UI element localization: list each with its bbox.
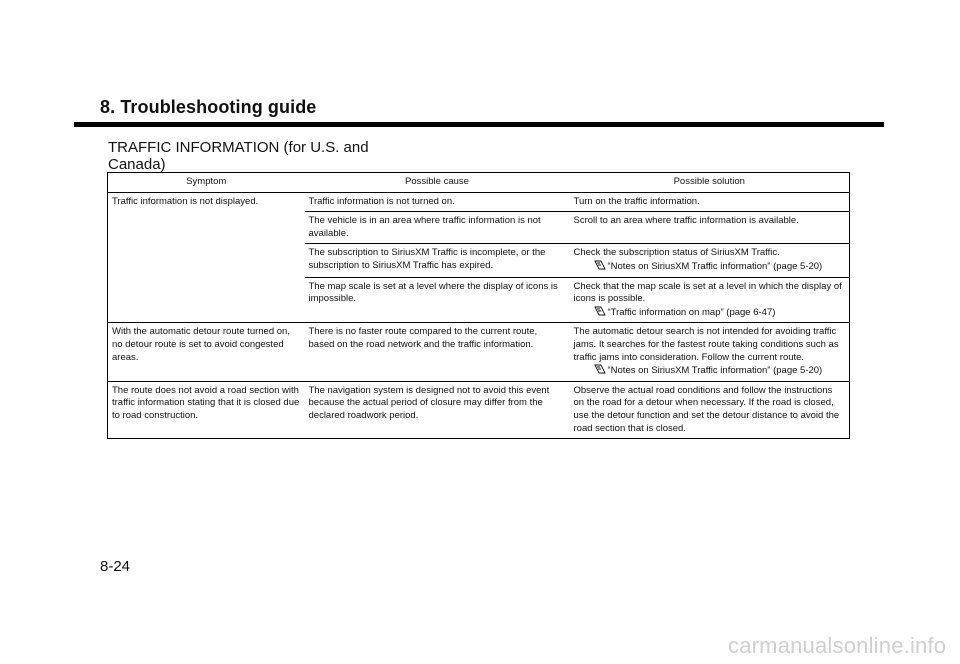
solution-cell: [570, 277, 850, 323]
solution-text: Turn on the traffic information.: [573, 195, 700, 207]
solution-cell: [570, 192, 850, 212]
solution-text: The automatic detour search is not intended for avoiding traffic jams. It searches for the fastest route taking conditions such as traffic jams into consideration. Follow the current route.: [573, 326, 839, 363]
page-reference-text: “Notes on SiriusXM Traffic information” (page 5-20): [607, 365, 823, 377]
troubleshooting-table: [107, 172, 850, 439]
symptom-cell: Traffic information is not displayed.: [108, 192, 305, 323]
header-symptom: Symptom: [108, 173, 305, 193]
page-reference-text: “Traffic information on map” (page 6-47): [607, 306, 776, 318]
book-reference-icon: [594, 364, 606, 374]
header-possible-solution: Possible solution: [570, 173, 850, 193]
table-row: [108, 192, 850, 212]
solution-cell: [570, 323, 850, 381]
header-possible-cause: Possible cause: [305, 173, 570, 193]
solution-cell: [570, 244, 850, 277]
cause-cell: The vehicle is in an area where traffic information is not available.: [305, 212, 570, 244]
page-number: 8-24: [100, 558, 131, 575]
cause-cell: Traffic information is not turned on.: [308, 195, 455, 207]
book-reference-icon: [594, 260, 606, 270]
book-reference-icon: [594, 306, 606, 316]
table-row: [108, 381, 850, 438]
section-title: TRAFFIC INFORMATION (for U.S. and Canada): [108, 139, 369, 173]
page-reference[interactable]: [574, 306, 846, 320]
table-row: [108, 323, 850, 381]
symptom-cell: The route does not avoid a road section with traffic information stating that it is closed due to road construction.: [108, 381, 305, 438]
solution-text: Check the subscription status of SiriusXM Traffic.: [573, 247, 780, 259]
solution-text: Scroll to an area where traffic information is available.: [573, 215, 799, 227]
solution-cell: [570, 212, 850, 244]
solution-cell: [570, 381, 850, 438]
solution-text: Observe the actual road conditions and follow the instructions on the road for a detour when necessary. If the road is closed, use the detour function and set the detour distance to avoid the road section that is closed.: [573, 384, 840, 434]
page-reference-text: “Notes on SiriusXM Traffic information” (page 5-20): [607, 260, 823, 272]
chapter-title: 8. Troubleshooting guide: [100, 97, 317, 117]
cause-cell: The navigation system is designed not to avoid this event because the actual period of closure may differ from the declared roadwork period.: [305, 381, 570, 438]
header-rule: [74, 122, 884, 127]
table-header-row: [108, 173, 850, 193]
cause-cell: The map scale is set at a level where the display of icons is impossible.: [305, 277, 570, 323]
page-reference[interactable]: [574, 364, 846, 378]
page-reference[interactable]: [574, 260, 846, 274]
cause-cell: There is no faster route compared to the current route, based on the road network and the traffic information.: [305, 323, 570, 381]
symptom-cell: With the automatic detour route turned on, no detour route is set to avoid congested areas.: [108, 323, 305, 381]
cause-cell: The subscription to SiriusXM Traffic is incomplete, or the subscription to SiriusXM Traffic has expired.: [305, 244, 570, 277]
watermark: carmanualsonline.info: [728, 633, 947, 658]
solution-text: Check that the map scale is set at a level in which the display of icons is possible.: [573, 280, 842, 305]
